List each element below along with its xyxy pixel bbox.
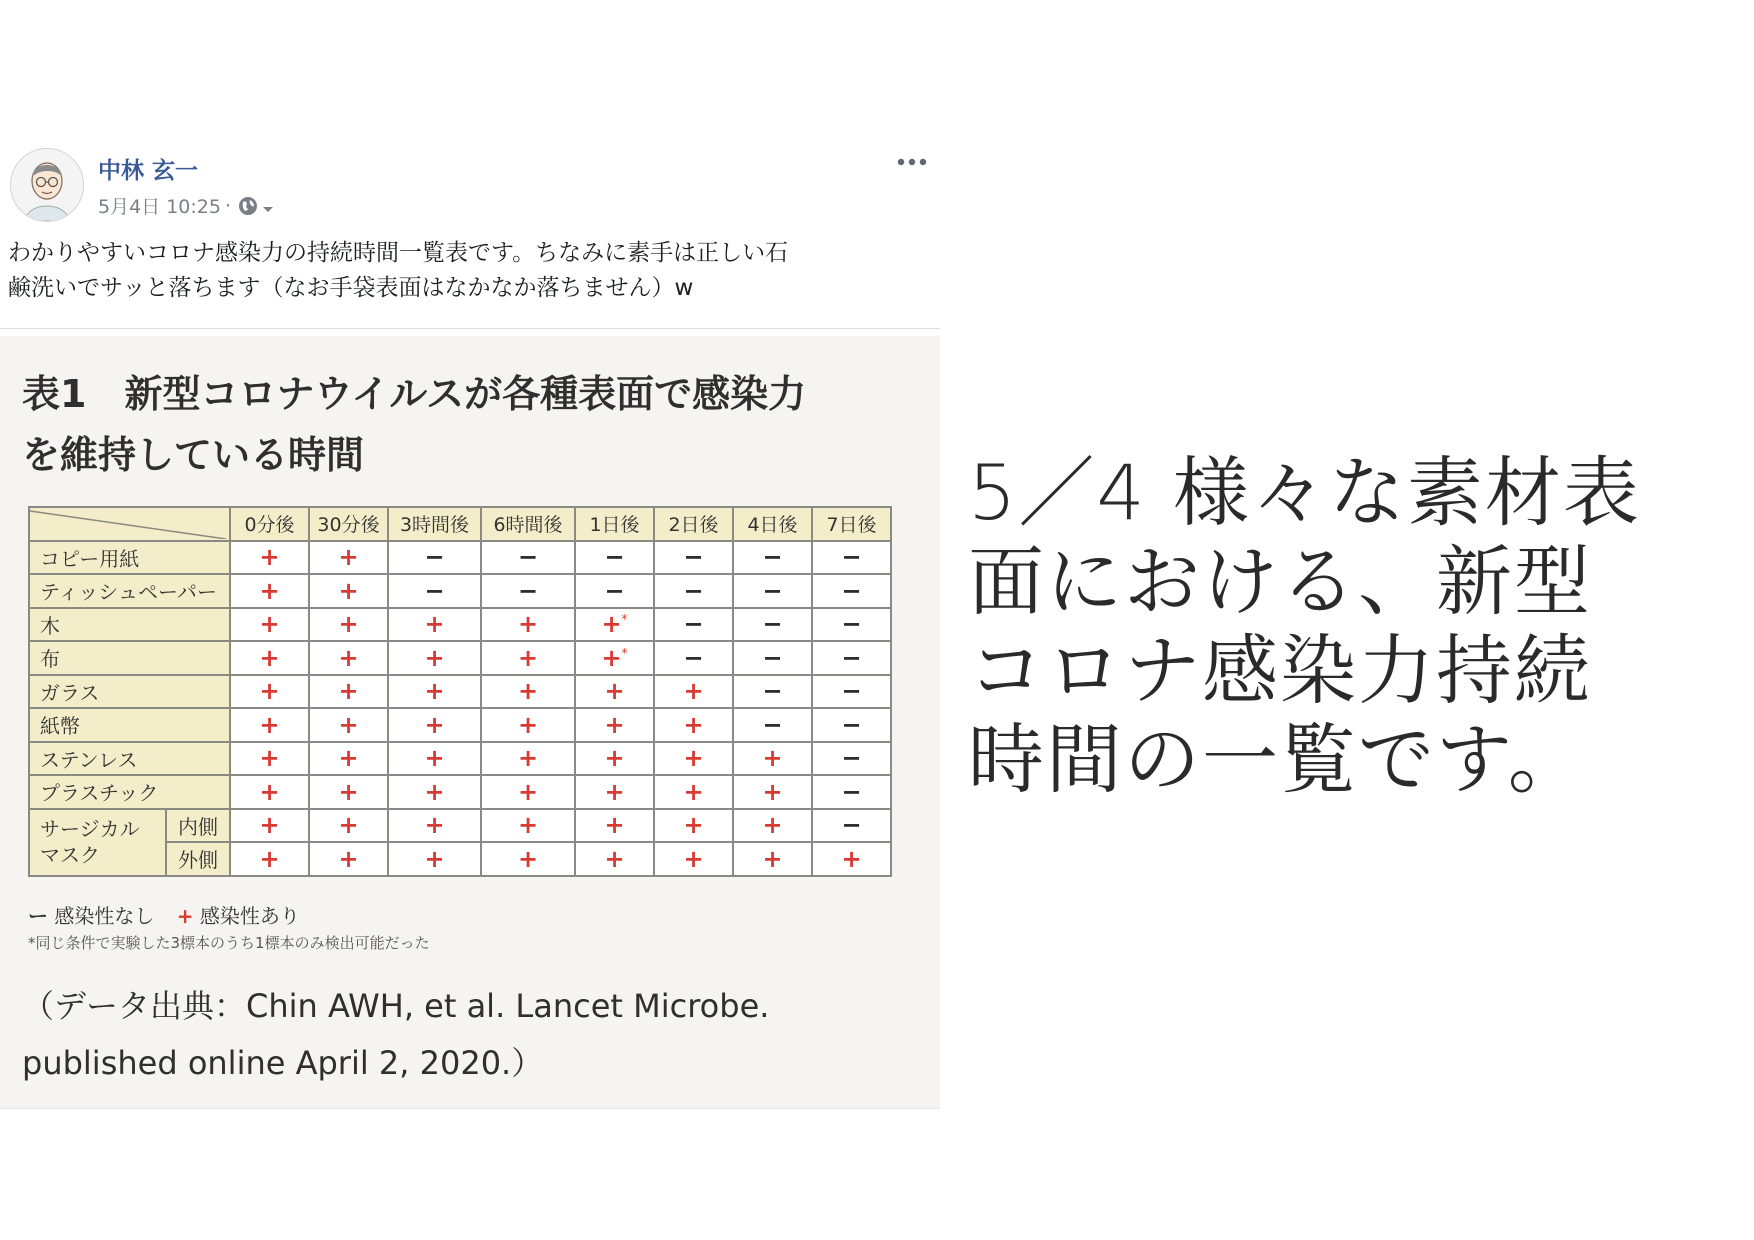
header-row <box>29 507 891 541</box>
cell-negative: − <box>654 641 733 675</box>
table-row <box>29 574 891 608</box>
column-header: 7日後 <box>812 507 891 541</box>
row-header: コピー用紙 <box>29 541 230 575</box>
cell-negative: − <box>654 608 733 642</box>
cell-positive: + <box>309 742 388 776</box>
row-header: 紙幣 <box>29 708 230 742</box>
column-header: 6時間後 <box>481 507 575 541</box>
legend-minus-text: 感染性なし <box>54 904 155 928</box>
cell-positive: + <box>309 641 388 675</box>
cell-positive: + <box>733 809 812 843</box>
cell-symbol: + <box>601 610 622 639</box>
column-header: 4日後 <box>733 507 812 541</box>
post-image[interactable] <box>0 336 940 1109</box>
cell-positive <box>575 608 654 642</box>
cell-positive: + <box>230 608 309 642</box>
table-row <box>29 809 891 843</box>
table-row <box>29 775 891 809</box>
row-header: ステンレス <box>29 742 230 776</box>
cell-negative: − <box>812 541 891 575</box>
cell-negative: − <box>575 541 654 575</box>
legend-plus-symbol: + <box>176 904 194 928</box>
row-header: ガラス <box>29 675 230 709</box>
cell-positive: + <box>309 675 388 709</box>
cell-positive: + <box>575 842 654 876</box>
cell-negative: − <box>388 574 481 608</box>
cell-positive: + <box>230 809 309 843</box>
row-subheader: 内側 <box>166 809 230 843</box>
corner-cell <box>29 507 230 541</box>
source-line: （データ出典：Chin AWH, et al. Lancet Microbe. <box>22 987 770 1025</box>
cell-positive: + <box>733 742 812 776</box>
data-source <box>22 978 902 1092</box>
table-row <box>29 541 891 575</box>
cell-negative: − <box>812 574 891 608</box>
table-row <box>29 608 891 642</box>
post-timestamp[interactable]: 5月4日 10:25 <box>98 196 221 218</box>
cell-positive: + <box>481 742 575 776</box>
cell-negative: − <box>733 708 812 742</box>
table-title <box>22 364 922 486</box>
divider <box>0 328 940 329</box>
row-header: 布 <box>29 641 230 675</box>
slide-caption-line: コロナ感染力持続 <box>968 626 1592 715</box>
cell-positive: + <box>654 675 733 709</box>
cell-positive: + <box>733 842 812 876</box>
cell-negative: − <box>733 541 812 575</box>
cell-positive: + <box>733 775 812 809</box>
cell-positive: + <box>388 742 481 776</box>
cell-positive: + <box>481 842 575 876</box>
cell-positive: + <box>388 842 481 876</box>
cell-positive: + <box>481 775 575 809</box>
legend <box>28 900 300 929</box>
cell-negative: − <box>388 541 481 575</box>
slide-caption-line: 5／4 様々な素材表 <box>968 448 1641 537</box>
cell-positive: + <box>575 742 654 776</box>
cell-positive: + <box>230 675 309 709</box>
cell-negative: − <box>575 574 654 608</box>
cell-positive: + <box>575 809 654 843</box>
cell-negative: − <box>812 708 891 742</box>
globe-icon[interactable] <box>237 195 259 217</box>
cell-positive: + <box>309 608 388 642</box>
post-text-line: わかりやすいコロナ感染力の持続時間一覧表です。ちなみに素手は正しい石 <box>8 240 789 266</box>
column-header: 0分後 <box>230 507 309 541</box>
cell-positive: + <box>575 708 654 742</box>
footnote: *同じ条件で実験した3標本のうち1標本のみ検出可能だった <box>28 934 430 952</box>
cell-positive: + <box>388 775 481 809</box>
footnote-marker: * <box>621 612 628 627</box>
meta-separator: · <box>224 194 232 217</box>
cell-negative: − <box>812 809 891 843</box>
footnote-marker: * <box>621 645 628 660</box>
column-header: 1日後 <box>575 507 654 541</box>
cell-negative: − <box>733 641 812 675</box>
cell-negative: − <box>733 608 812 642</box>
cell-negative: − <box>654 541 733 575</box>
cell-positive: + <box>230 574 309 608</box>
source-line: published online April 2, 2020.） <box>22 1044 544 1082</box>
table-title-line: 表1 新型コロナウイルスが各種表面で感染力 <box>22 372 807 416</box>
cell-positive: + <box>309 809 388 843</box>
cell-negative: − <box>812 608 891 642</box>
table-row <box>29 675 891 709</box>
column-header: 30分後 <box>309 507 388 541</box>
cell-positive: + <box>309 574 388 608</box>
facebook-post <box>0 140 940 1110</box>
slide-caption-line: 面における、新型 <box>968 537 1592 626</box>
post-meta <box>98 192 275 219</box>
ellipsis-icon <box>894 150 930 174</box>
cell-positive: + <box>309 842 388 876</box>
row-header-mask <box>29 809 166 876</box>
cell-positive: + <box>230 708 309 742</box>
legend-minus-symbol: ー <box>28 904 48 928</box>
column-header: 2日後 <box>654 507 733 541</box>
cell-positive: + <box>388 608 481 642</box>
cell-positive: + <box>575 675 654 709</box>
cell-positive: + <box>388 641 481 675</box>
cell-negative: − <box>481 541 575 575</box>
cell-positive: + <box>309 708 388 742</box>
cell-negative: − <box>812 675 891 709</box>
avatar[interactable] <box>10 148 84 222</box>
cell-positive: + <box>388 809 481 843</box>
cell-positive: + <box>230 541 309 575</box>
chevron-down-icon[interactable] <box>261 199 275 213</box>
cell-positive: + <box>388 708 481 742</box>
mask-label-line: マスク <box>40 843 100 867</box>
post-text-line: 鹸洗いでサッと落ちます（なお手袋表面はなかなか落ちません）w <box>8 275 694 301</box>
cell-positive: + <box>481 809 575 843</box>
cell-positive: + <box>481 675 575 709</box>
column-header: 3時間後 <box>388 507 481 541</box>
table-row <box>29 742 891 776</box>
cell-positive: + <box>654 742 733 776</box>
mask-label-line: サージカル <box>40 817 140 841</box>
cell-negative: − <box>812 775 891 809</box>
cell-positive: + <box>230 641 309 675</box>
legend-plus-text: 感染性あり <box>199 904 300 928</box>
cell-positive: + <box>654 842 733 876</box>
cell-positive: + <box>309 541 388 575</box>
cell-negative: − <box>733 675 812 709</box>
cell-negative: − <box>812 742 891 776</box>
cell-negative: − <box>654 574 733 608</box>
slide-caption <box>968 448 1688 804</box>
avatar-illustration <box>11 149 83 221</box>
cell-negative: − <box>812 641 891 675</box>
more-options-button[interactable] <box>894 150 930 174</box>
cell-negative: − <box>481 574 575 608</box>
author-name[interactable]: 中林 玄一 <box>98 158 199 184</box>
cell-positive: + <box>481 608 575 642</box>
cell-positive: + <box>654 708 733 742</box>
cell-positive: + <box>230 842 309 876</box>
cell-positive: + <box>309 775 388 809</box>
cell-positive: + <box>388 675 481 709</box>
cell-symbol: + <box>601 643 622 672</box>
diagonal-line <box>30 509 226 539</box>
cell-positive <box>575 641 654 675</box>
cell-positive: + <box>230 742 309 776</box>
cell-positive: + <box>230 775 309 809</box>
row-header: ティッシュペーパー <box>29 574 230 608</box>
cell-positive: + <box>654 775 733 809</box>
cell-positive: + <box>481 708 575 742</box>
table-row <box>29 641 891 675</box>
cell-positive: + <box>812 842 891 876</box>
cell-positive: + <box>654 809 733 843</box>
persistence-table <box>28 506 892 877</box>
cell-positive: + <box>481 641 575 675</box>
row-subheader: 外側 <box>166 842 230 876</box>
row-header: 木 <box>29 608 230 642</box>
cell-negative: − <box>733 574 812 608</box>
post-text <box>8 236 928 306</box>
row-header: プラスチック <box>29 775 230 809</box>
table-title-line: を維持している時間 <box>22 433 365 477</box>
table-row <box>29 708 891 742</box>
slide-caption-line: 時間の一覧です。 <box>968 715 1586 804</box>
cell-positive: + <box>575 775 654 809</box>
